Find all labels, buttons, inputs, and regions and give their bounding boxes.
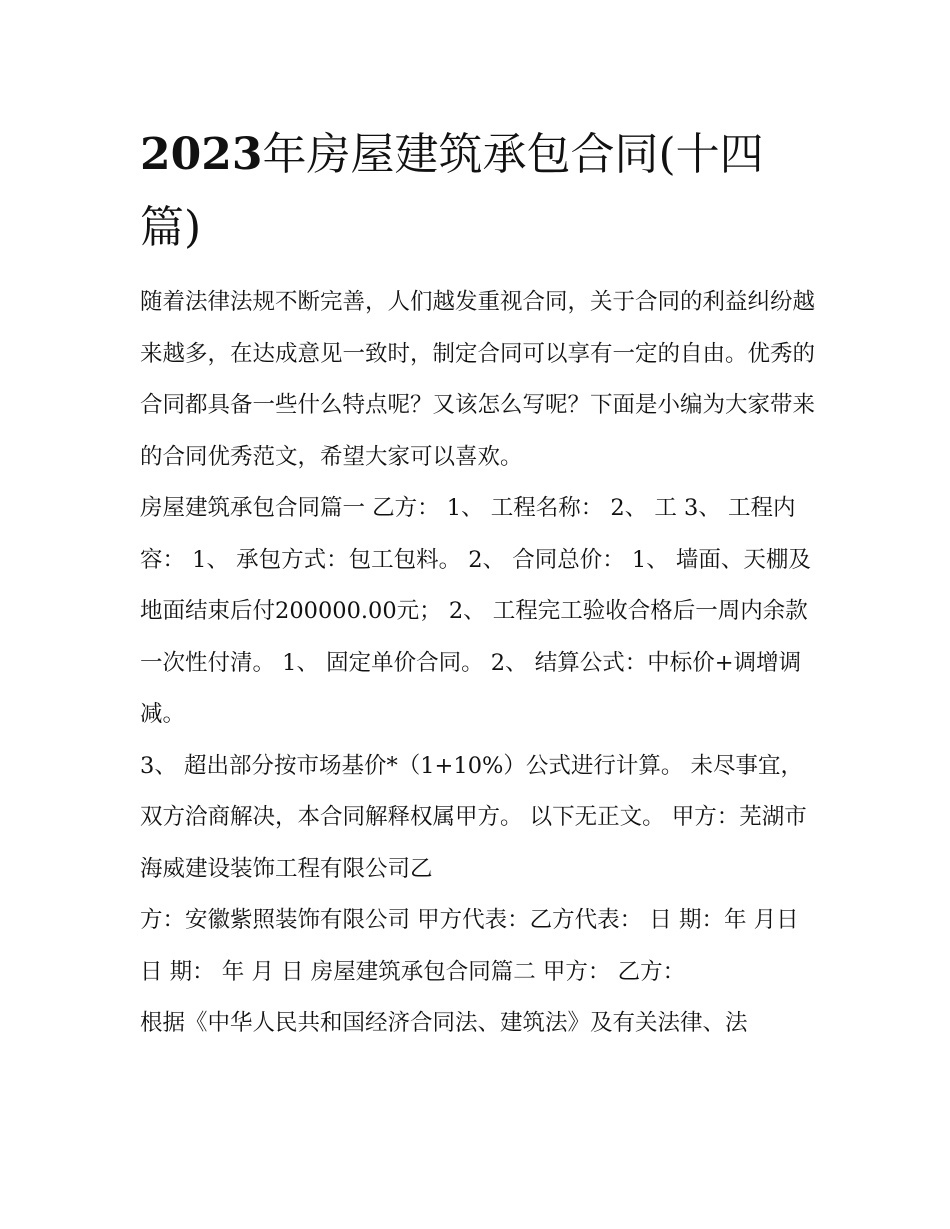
title-text: 年房屋建筑承包合同(十四篇)	[140, 129, 764, 253]
document-body	[140, 277, 820, 1050]
signatories-paragraph: 方：安徽紫照装饰有限公司 甲方代表：乙方代表： 日 期：年 月日日 期： 年 月 日 房屋建筑承包合同篇二 甲方： 乙方：	[140, 907, 799, 985]
document-title	[140, 118, 820, 264]
contract-one-paragraph: 房屋建筑承包合同篇一 乙方： 1、 工程名称： 2、 工 3、 工程内容： 1、 承包方式：包工包料。 2、 合同总价： 1、 墙面、天棚及地面结束后付200000.00元； 2、 工程完工验收合格后一周内余款一次性付清。 1、 固定单价合同。 2、 结算公式：中标价+调增调减。	[140, 495, 811, 727]
title-year: 2023	[140, 129, 263, 180]
intro-paragraph: 随着法律法规不断完善，人们越发重视合同，关于合同的利益纠纷越来越多，在达成意见一致时，制定合同可以享有一定的自由。优秀的合同都具备一些什么特点呢？又该怎么写呢？下面是小编为大家带来的合同优秀范文，希望大家可以喜欢。	[140, 289, 816, 470]
settlement-paragraph: 3、 超出部分按市场基价*（1+10%）公式进行计算。 未尽事宜，双方洽商解决，本合同解释权属甲方。 以下无正文。 甲方：芜湖市海威建设装饰工程有限公司乙	[140, 752, 807, 882]
contract-two-paragraph: 根据《中华人民共和国经济合同法、建筑法》及有关法律、法	[140, 1010, 748, 1036]
